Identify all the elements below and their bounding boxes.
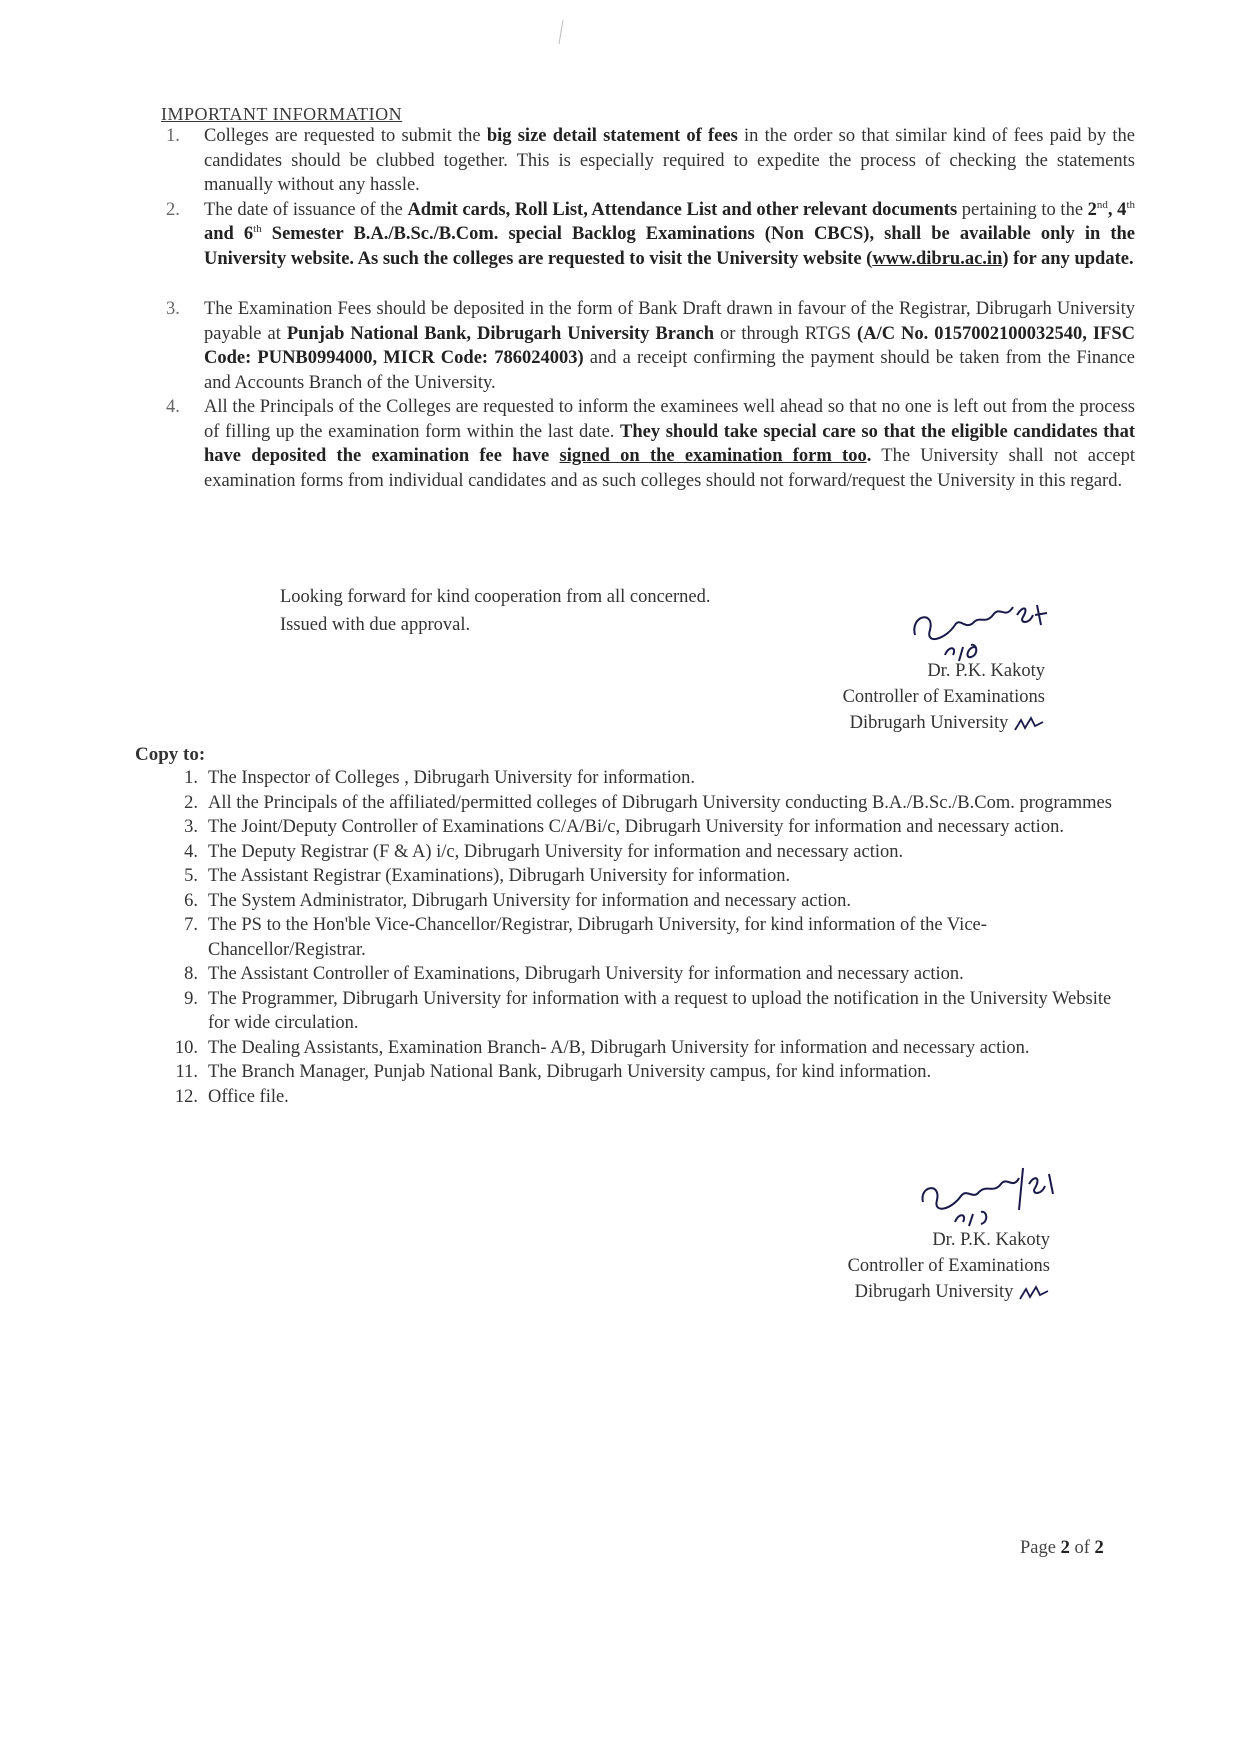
copy-to-list: [170, 766, 1135, 1109]
important-information-list: [160, 124, 1135, 493]
copy-item: 8. The Assistant Controller of Examinations, Dibrugarh University for information and necessary action.: [184, 964, 964, 984]
signatory-title: Controller of Examinations: [842, 687, 1045, 707]
signatory-title: Controller of Examinations: [847, 1256, 1050, 1276]
info-item-number: 2.: [166, 199, 180, 220]
closing-remarks: [280, 583, 711, 639]
signatory-name: Dr. P.K. Kakoty: [927, 661, 1045, 681]
copy-item: 6. The System Administrator, Dibrugarh University for information and necessary action.: [184, 890, 852, 911]
copy-to-label: Copy to:: [135, 744, 206, 765]
university-website-link[interactable]: www.dibru.ac.in: [872, 248, 1003, 269]
signatory-name: Dr. P.K. Kakoty: [932, 1230, 1050, 1250]
copy-item: 2. All the Principals of the affiliated/permitted colleges of Dibrugarh University conducting B.A./B.Sc./B.Com. programmes: [184, 792, 1112, 813]
page-number: Page 2 of 2: [1020, 1538, 1104, 1558]
copy-item: 3. The Joint/Deputy Controller of Examinations C/A/Bi/c, Dibrugarh University for information and necessary action.: [184, 817, 1064, 837]
closing-line: Looking forward for kind cooperation from all concerned.: [280, 587, 711, 607]
copy-item: 5. The Assistant Registrar (Examinations), Dibrugarh University for information.: [184, 866, 791, 886]
copy-item: 4. The Deputy Registrar (F & A) i/c, Dibrugarh University for information and necessary action.: [184, 841, 904, 862]
signatory-org: Dibrugarh University: [854, 1282, 1014, 1302]
info-item-number: 1.: [166, 126, 180, 146]
initials-icon: [1013, 714, 1045, 734]
signatory-org: Dibrugarh University: [849, 713, 1009, 733]
copy-item: 9. The Programmer, Dibrugarh University for information with a request to upload the notification in the University Website for wide circulation.: [184, 988, 1112, 1033]
signatory-block: [760, 1227, 1050, 1305]
info-item-number: 3.: [166, 299, 180, 319]
copy-item: 7. The PS to the Hon'ble Vice-Chancellor/Registrar, Dibrugarh University, for kind information of the Vice-Chancellor/Registrar.: [184, 915, 987, 960]
copy-item: 1. The Inspector of Colleges , Dibrugarh University for information.: [184, 768, 696, 788]
copy-item: 11. The Branch Manager, Punjab National Bank, Dibrugarh University campus, for kind information.: [175, 1062, 932, 1082]
info-item-number: 4.: [166, 397, 180, 417]
info-item: 1. Colleges are requested to submit the big size detail statement of fees in the order so that similar kind of fees paid by the candidates should be clubbed together. This is especially required to expedite the process of checking the statements manually without any hassle.: [166, 126, 1135, 195]
copy-item: 10. The Dealing Assistants, Examination Branch- A/B, Dibrugarh University for information and necessary action.: [174, 1037, 1030, 1058]
closing-line: Issued with due approval.: [280, 615, 471, 635]
handwritten-signature-icon: [905, 585, 1055, 665]
important-information-heading: IMPORTANT INFORMATION: [161, 104, 403, 124]
info-item: 3. The Examination Fees should be deposited in the form of Bank Draft drawn in favour of the Registrar, Dibrugarh University payable at Punjab National Bank, Dibrugarh University Branch or through RTGS (A/C No. 0157002100032540, IFSC Code: PUNB0994000, MICR Code: 786024003) and a receipt confirming the payment should be taken from the Finance and Accounts Branch of the University.: [166, 299, 1135, 393]
scan-mark-icon: [556, 18, 566, 46]
signatory-org-line: [760, 1279, 1050, 1305]
info-item: 4. All the Principals of the Colleges are requested to inform the examinees well ahead so that no one is left out from the process of filling up the examination form within the last date. They should take special care so that the eligible candidates that have deposited the examination fee have signed on the examination form too. The University shall not accept examination forms from individual candidates and as such colleges should not forward/request the University in this regard.: [166, 397, 1135, 491]
initials-icon: [1018, 1283, 1050, 1303]
copy-item: 12. Office file.: [174, 1086, 289, 1107]
signatory-org-line: [760, 710, 1045, 736]
signatory-block: [760, 658, 1045, 736]
info-item: 2. The date of issuance of the Admit cards, Roll List, Attendance List and other relevant documents pertaining to the 2nd, 4th and 6th Semester B.A./B.Sc./B.Com. special Backlog Examinations (Non CBCS), shall be available only in the University website. As such the colleges are requested to visit the University website (www.dibru.ac.in) for any update.: [166, 198, 1135, 269]
handwritten-signature-icon: [915, 1160, 1060, 1230]
